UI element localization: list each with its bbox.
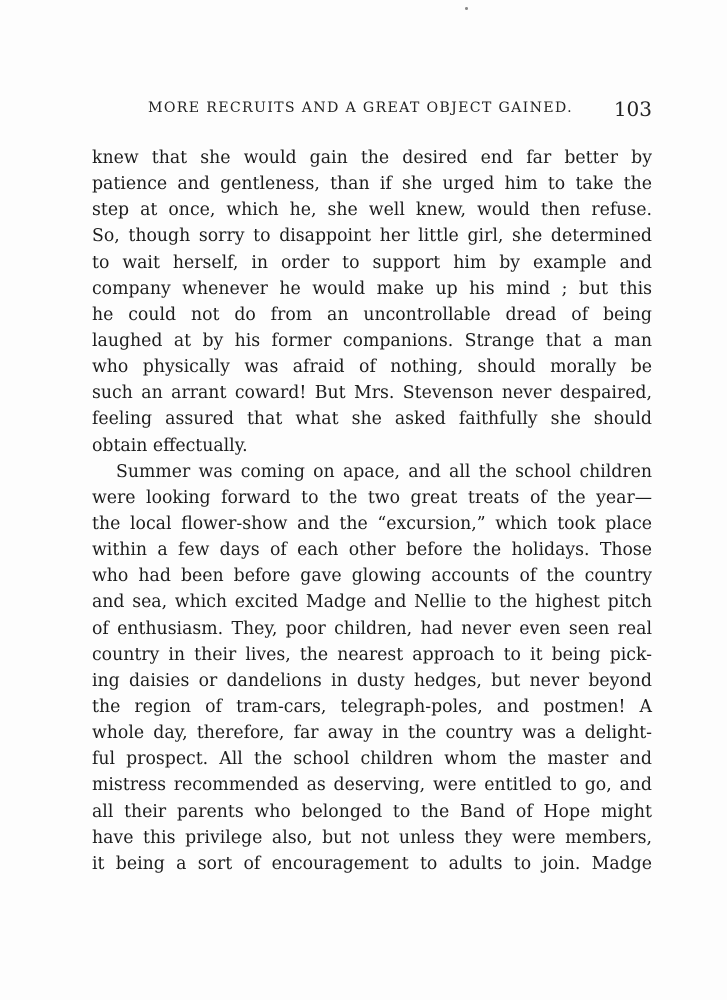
text-line: and sea, which excited Madge and Nellie to the highest pitch: [92, 592, 652, 613]
text-line: such an arrant coward! But Mrs. Stevenson never despaired,: [92, 383, 652, 404]
text-line: all their parents who belonged to the Band of Hope might: [92, 801, 652, 822]
text-line: company whenever he would make up his mind ; but this: [92, 278, 652, 299]
text-line: mistress recommended as deserving, were entitled to go, and: [92, 775, 652, 796]
text-line: ing daisies or dandelions in dusty hedges, but never beyond: [92, 670, 652, 691]
text-line: laughed at by his former companions. Strange that a man: [92, 330, 652, 351]
body-text: [92, 145, 652, 877]
page-number: 103: [613, 97, 652, 121]
text-line: step at once, which he, she well knew, would then refuse.: [92, 200, 652, 221]
print-speck: [465, 7, 468, 10]
text-line: of enthusiasm. They, poor children, had never even seen real: [92, 618, 652, 639]
text-line: were looking forward to the two great treats of the year—: [92, 487, 652, 508]
paragraph-start-line: Summer was coming on apace, and all the school children: [116, 461, 652, 482]
text-line: who physically was afraid of nothing, should morally be: [92, 357, 652, 378]
text-line: knew that she would gain the desired end far better by: [92, 148, 652, 168]
text-line: he could not do from an uncontrollable dread of being: [92, 304, 652, 325]
paragraph-end-line: obtain effectually.: [92, 435, 248, 456]
text-line: to wait herself, in order to support him by example and: [92, 252, 652, 273]
text-line: country in their lives, the nearest approach to it being pick-: [92, 644, 652, 665]
text-line: have this privilege also, but not unless they were members,: [92, 827, 652, 848]
running-title: MORE RECRUITS AND A GREAT OBJECT GAINED.: [148, 100, 573, 116]
text-line: whole day, therefore, far away in the country was a delight-: [92, 723, 652, 744]
text-line: the region of tram-cars, telegraph-poles, and postmen! A: [92, 696, 652, 717]
text-line: patience and gentleness, than if she urged him to take the: [92, 174, 652, 195]
text-line: ful prospect. All the school children whom the master and: [92, 749, 652, 770]
text-line: So, though sorry to disappoint her little girl, she determined: [92, 226, 652, 247]
text-line: feeling assured that what she asked faithfully she should: [92, 409, 652, 430]
text-line: it being a sort of encouragement to adults to join. Madge: [92, 853, 652, 874]
text-line: within a few days of each other before the holidays. Those: [92, 540, 652, 561]
running-head: [92, 98, 652, 122]
text-line: the local flower-show and the “excursion,” which took place: [92, 513, 652, 534]
text-line: who had been before gave glowing accounts of the country: [92, 566, 652, 587]
